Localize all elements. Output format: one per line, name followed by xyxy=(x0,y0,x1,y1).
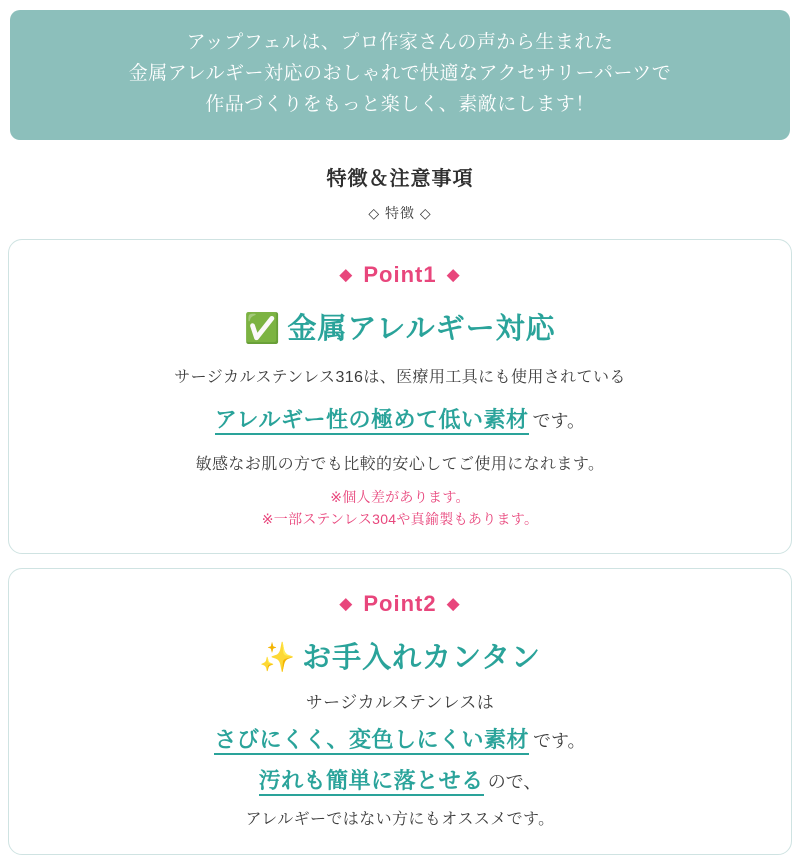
point-1-line-1: サージカルステンレス316は、医療用工具にも使用されている xyxy=(174,369,626,387)
section-subheading: ◇ 特徴 ◇ xyxy=(368,205,432,222)
sparkles-icon: ✨ xyxy=(259,641,297,674)
point-1-note-2: ※一部ステンレス304や真鍮製もあります。 xyxy=(261,511,539,528)
check-mark-icon: ✅ xyxy=(244,313,282,346)
point-1-title-row xyxy=(29,306,771,347)
point-1-note-1: ※個人差があります。 xyxy=(330,489,470,506)
point-1-highlight-suffix: です。 xyxy=(532,410,586,431)
point-2-highlight-row-2 xyxy=(29,764,771,795)
diamond-icon-right: ◆ xyxy=(446,265,461,285)
diamond-icon-right: ◆ xyxy=(446,593,461,613)
diamond-icon-left: ◆ xyxy=(339,265,354,285)
point-2-label-row xyxy=(29,591,771,617)
point-1-label-row xyxy=(29,262,771,288)
point-2-highlight-row-1 xyxy=(29,723,771,754)
point-2-highlight-2-suffix: ので、 xyxy=(487,771,542,792)
point-2-line-1: サージカルステンレスは xyxy=(305,692,495,712)
hero-banner xyxy=(10,10,790,140)
hero-line-1: アップフェルは、プロ作家さんの声から生まれた xyxy=(186,32,614,53)
point-1-highlight-row xyxy=(29,403,771,434)
hero-line-3: 作品づくりをもっと楽しく、素敵にします！ xyxy=(205,93,595,115)
hero-line-2: 金属アレルギー対応のおしゃれで快適なアクセサリーパーツで xyxy=(128,62,672,84)
point-2-highlight-1-suffix: です。 xyxy=(533,730,586,751)
point-card-2 xyxy=(8,568,792,855)
point-2-highlight-2: 汚れも簡単に落とせる xyxy=(259,768,484,796)
point-1-title: 金属アレルギー対応 xyxy=(287,313,556,346)
diamond-icon-left: ◆ xyxy=(339,593,354,613)
point-1-highlight: アレルギー性の極めて低い素材 xyxy=(215,407,529,435)
point-card-1 xyxy=(8,239,792,554)
section-heading: 特徴＆注意事項 xyxy=(326,168,474,191)
point-1-line-2: 敏感なお肌の方でも比較的安心してご使用になれます。 xyxy=(195,455,605,473)
point-2-title-row xyxy=(29,635,771,676)
point-2-line-2: アレルギーではない方にもオススメです。 xyxy=(245,810,555,828)
page-root xyxy=(0,10,800,828)
point-2-label: Point2 xyxy=(363,590,437,616)
point-2-title: お手入れカンタン xyxy=(302,641,541,674)
point-2-highlight-1: さびにくく、変色しにくい素材 xyxy=(214,727,529,755)
point-1-label: Point1 xyxy=(363,262,437,288)
